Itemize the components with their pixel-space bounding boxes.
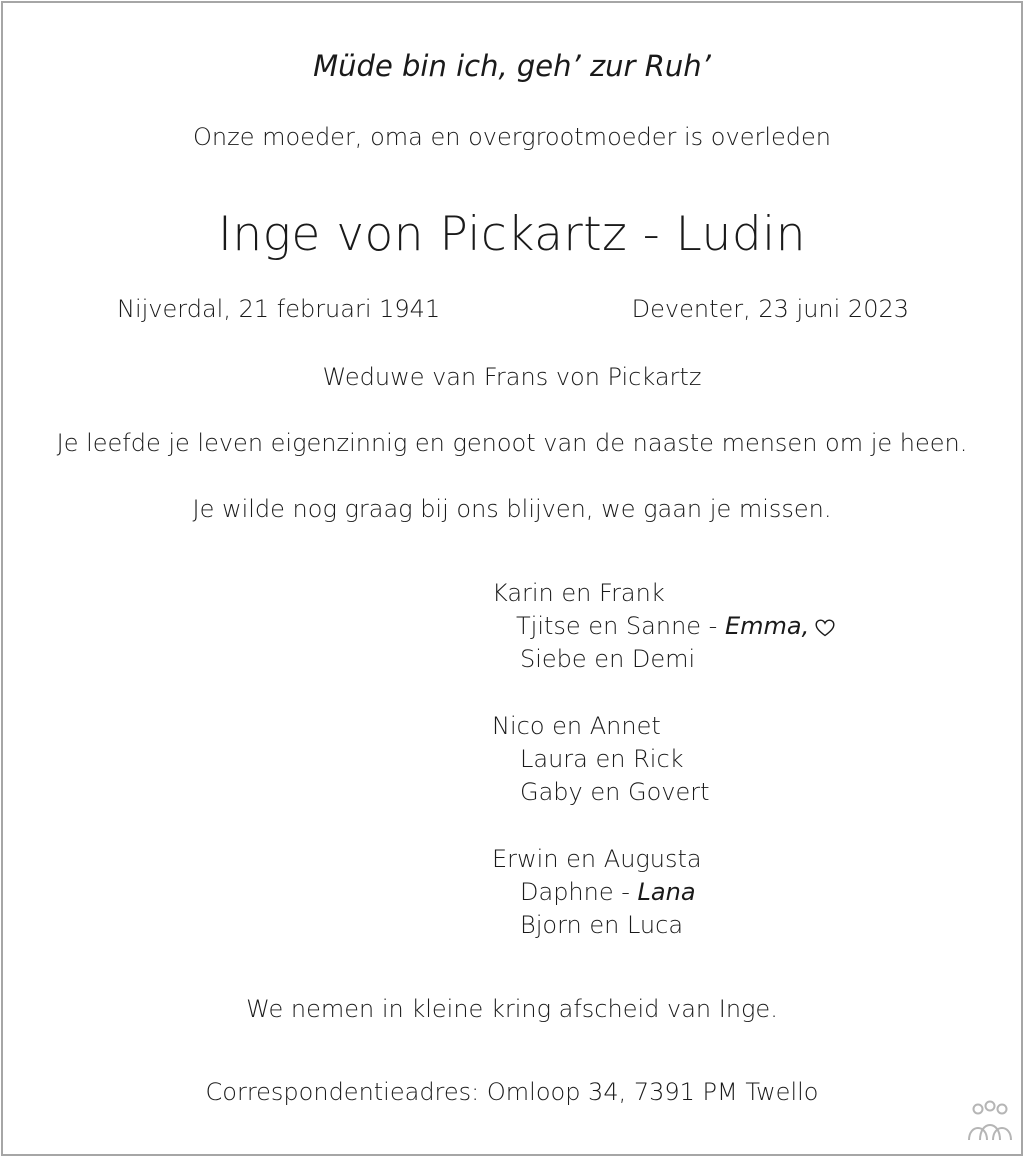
- grandchild-name: Lana: [637, 878, 696, 906]
- family-group: [492, 577, 835, 676]
- family-logo-icon: [965, 1100, 1015, 1144]
- family-group: [492, 710, 835, 809]
- family-child: Siebe en Demi: [520, 645, 696, 673]
- family-parent: Karin en Frank: [492, 579, 665, 607]
- family-group: [492, 843, 835, 942]
- intro-text: Onze moeder, oma en overgrootmoeder is overleden: [193, 123, 831, 151]
- family-parent: Nico en Annet: [492, 712, 661, 740]
- farewell-text: We nemen in kleine kring afscheid van Inge.: [246, 995, 778, 1023]
- family-child: [492, 876, 835, 909]
- memorial-text-1: Je leefde je leven eigenzinnig en genoot van de naaste mensen om je heen.: [56, 429, 968, 457]
- family-child: [492, 610, 835, 643]
- widow-text: Weduwe van Frans von Pickartz: [322, 363, 702, 391]
- family-child: Laura en Rick: [520, 745, 684, 773]
- family-child: Bjorn en Luca: [520, 911, 684, 939]
- deceased-name: Inge von Pickartz - Ludin: [218, 207, 806, 262]
- relatives-list: [492, 577, 835, 976]
- correspondence-address: Correspondentieadres: Omloop 34, 7391 PM Twello: [205, 1078, 819, 1106]
- family-parent: Erwin en Augusta: [492, 845, 702, 873]
- memorial-text-2: Je wilde nog graag bij ons blijven, we gaan je missen.: [192, 495, 832, 523]
- birth-place-date: Nijverdal, 21 februari 1941: [117, 295, 441, 323]
- death-place-date: Deventer, 23 juni 2023: [631, 295, 909, 323]
- child-names: Daphne -: [520, 878, 638, 906]
- motto: Müde bin ich, geh’ zur Ruh’: [313, 49, 711, 83]
- obituary-card: [1, 1, 1023, 1156]
- grandchild-name: Emma,: [724, 612, 810, 640]
- child-names: Tjitse en Sanne -: [516, 612, 725, 640]
- heart-icon: [815, 613, 835, 646]
- family-child: Gaby en Govert: [520, 778, 710, 806]
